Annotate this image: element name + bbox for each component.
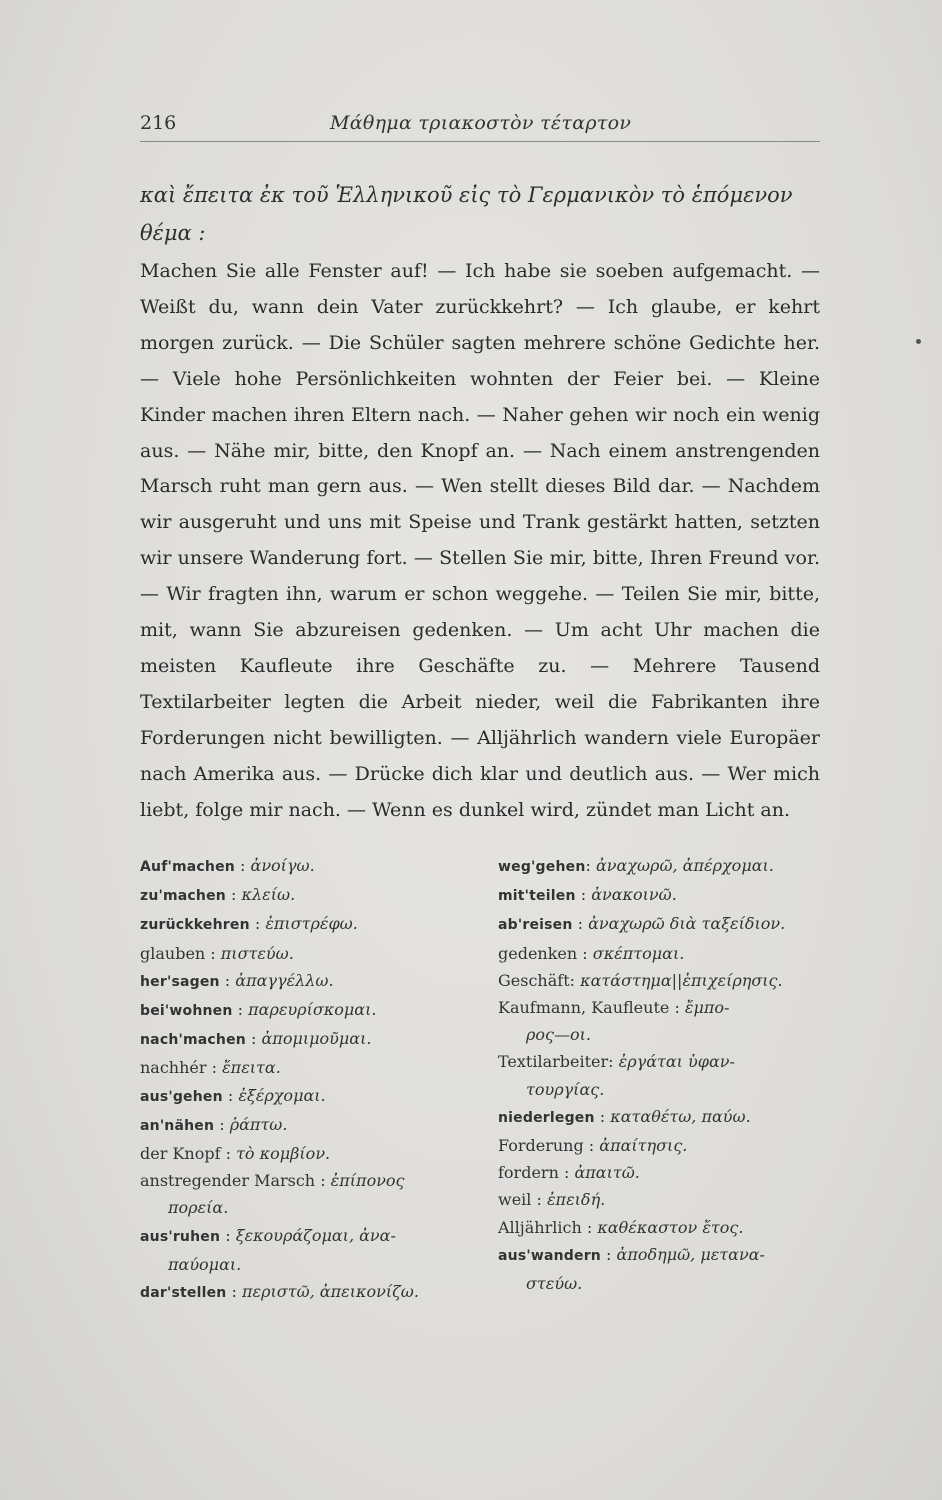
vocab-gloss: ἀπαιτῶ. — [574, 1163, 640, 1183]
vocab-entry: Kaufmann, Kaufleute : ἔμπο- ρος—οι. — [498, 994, 828, 1048]
vocab-gloss: παρευρίσκομαι. — [248, 1000, 377, 1020]
vocab-entry: der Knopf : τὸ κομβίον. — [140, 1144, 331, 1164]
vocab-gloss: ἐξέρχομαι. — [238, 1085, 326, 1105]
vocab-entry: her'sagen : ἀπαγγέλλω. — [140, 970, 334, 990]
exercise-text — [140, 254, 820, 829]
vocab-entry: Forderung : ἀπαίτησις. — [498, 1136, 688, 1156]
vocab-word: niederlegen — [498, 1109, 595, 1126]
vocab-word: aus'wandern — [498, 1247, 601, 1264]
vocab-entry: Textilarbeiter: ἐργάται ὑφαν- τουργίας. — [498, 1048, 828, 1102]
vocab-word: bei'wohnen — [140, 1003, 233, 1020]
vocabulary-right-column — [498, 852, 828, 1297]
vocab-word: weg'gehen — [498, 859, 586, 875]
vocab-gloss: ἐπιστρέφω. — [265, 914, 358, 934]
vocab-gloss: ἔπειτα. — [222, 1058, 281, 1078]
vocab-gloss-continuation: παύομαι. — [168, 1254, 242, 1274]
vocab-word: glauben — [140, 943, 206, 963]
vocabulary-left-column — [140, 852, 475, 1307]
vocab-entry: anstregender Marsch : ἐπίπονος πορεία. — [140, 1167, 475, 1221]
vocab-gloss: ἀνοίγω. — [250, 856, 315, 875]
vocab-word: der Knopf — [140, 1144, 221, 1164]
vocab-gloss: ἐπειδή. — [546, 1190, 606, 1210]
vocab-gloss: ξεκουράζομαι, ἀνα- — [235, 1225, 396, 1245]
vocab-entry: ab'reisen : ἀναχωρῶ διὰ ταξείδιον. — [498, 914, 786, 934]
vocab-gloss: ἐπίπονος — [330, 1171, 405, 1191]
vocab-entry: aus'wandern : ἀποδημῶ, μετανα- στεύω. — [498, 1241, 828, 1297]
vocab-entry: zurückkehren : ἐπιστρέφω. — [140, 914, 358, 934]
paper-speck — [916, 339, 921, 344]
vocab-entry: Auf'machen : ἀνοίγω. — [140, 856, 315, 875]
vocab-entry: weil : ἐπειδή. — [498, 1190, 606, 1210]
vocab-word: Kaufmann, Kaufleute — [498, 998, 670, 1018]
vocab-word: nach'machen — [140, 1032, 246, 1049]
vocab-gloss: ἀποδημῶ, μετανα- — [616, 1244, 765, 1264]
vocab-gloss: ἀπαίτησις. — [599, 1136, 688, 1156]
vocab-gloss-continuation: τουργίας. — [526, 1079, 605, 1099]
vocab-gloss: ἀπαγγέλλω. — [235, 970, 334, 990]
vocab-word: nachhér — [140, 1058, 207, 1078]
vocab-entry: Alljährlich : καθέκαστον ἔτος. — [498, 1217, 744, 1237]
vocab-entry: weg'gehen: ἀναχωρῶ, ἀπέρχομαι. — [498, 856, 774, 875]
vocab-entry: zu'machen : κλείω. — [140, 885, 296, 905]
vocab-gloss: ἔμπο- — [684, 998, 730, 1018]
vocab-word: ab'reisen — [498, 917, 573, 934]
vocab-word: weil — [498, 1190, 532, 1210]
vocab-word: Auf'machen — [140, 859, 235, 875]
vocab-gloss: κατάστημα||ἐπιχείρησις. — [580, 970, 783, 990]
vocab-word: Alljährlich — [498, 1217, 582, 1237]
vocab-gloss: καταθέτω, παύω. — [610, 1106, 751, 1126]
vocab-entry: aus'gehen : ἐξέρχομαι. — [140, 1085, 326, 1105]
vocab-word: zurückkehren — [140, 917, 250, 934]
vocab-entry: nachhér : ἔπειτα. — [140, 1058, 281, 1078]
vocab-entry: fordern : ἀπαιτῶ. — [498, 1163, 640, 1183]
vocab-word: anstregender Marsch — [140, 1171, 316, 1191]
vocab-gloss: καθέκαστον ἔτος. — [597, 1217, 744, 1237]
vocab-word: aus'gehen — [140, 1088, 223, 1105]
vocab-gloss-continuation: πορεία. — [168, 1198, 229, 1218]
vocab-gloss: ἀνακοινῶ. — [591, 885, 677, 905]
vocab-gloss: ἀναχωρῶ διὰ ταξείδιον. — [588, 914, 786, 934]
vocab-gloss: τὸ κομβίον. — [236, 1144, 331, 1164]
vocab-entry: dar'stellen : περιστῶ, ἀπεικονίζω. — [140, 1282, 419, 1302]
vocab-gloss: κλείω. — [241, 885, 296, 905]
vocab-gloss: ἐργάται ὑφαν- — [618, 1052, 735, 1072]
header-rule — [140, 141, 820, 142]
vocab-gloss: πιστεύω. — [220, 943, 294, 963]
vocab-entry: nach'machen : ἀπομιμοῦμαι. — [140, 1029, 372, 1049]
vocab-gloss: ἀναχωρῶ, ἀπέρχομαι. — [595, 856, 774, 875]
vocab-entry: an'nähen : ῥάπτω. — [140, 1114, 288, 1134]
exercise-instruction: καὶ ἔπειτα ἐκ τοῦ Ἑλληνικοῦ εἰς τὸ Γερμανικὸν τὸ ἑπόμενον θέμα : — [140, 183, 793, 245]
vocab-word: Textilarbeiter — [498, 1052, 609, 1072]
vocab-word: gedenken — [498, 943, 578, 963]
vocab-word: Geschäft — [498, 970, 570, 990]
vocab-entry: Geschäft: κατάστημα||ἐπιχείρησις. — [498, 970, 783, 990]
vocab-word: an'nähen — [140, 1117, 215, 1134]
exercise-paragraph: Machen Sie alle Fenster auf! — Ich habe sie soeben aufgemacht. — Weißt du, wann dein Vater zurückkehrt? — Ich glaube, er kehrt morgen zurück. — Die Schüler sagten mehrere schöne Gedichte her. — Viele hohe Persönlichkeiten wohnten der Feier bei. — Kleine Kinder machen ihren Eltern nach. — Naher gehen wir noch ein wenig aus. — Nähe mir, bitte, den Knopf an. — Nach einem anstrengenden Marsch ruht man gern aus. — Wen stellt dieses Bild dar. — Nachdem wir ausgeruht und uns mit Speise und Trank gestärkt hatten, setzten wir unsere Wanderung fort. — Stellen Sie mir, bitte, Ihren Freund vor. — Wir fragten ihn, warum er schon weggehe. — Teilen Sie mir, bitte, mit, wann Sie abzureisen gedenken. — Um acht Uhr machen die meisten Kaufleute ihre Geschäfte zu. — Mehrere Tausend Textilarbeiter legten die Arbeit nieder, weil die Fabrikanten ihre Forderungen nicht bewilligten. — Alljährlich wandern viele Europäer nach Amerika aus. — Drücke dich klar und deutlich aus. — Wer mich liebt, folge mir nach. — Wenn es dunkel wird, zündet man Licht an. — [140, 260, 820, 821]
vocab-word: zu'machen — [140, 888, 226, 905]
vocab-gloss: ῥάπτω. — [229, 1114, 288, 1134]
vocab-word: Forderung — [498, 1136, 584, 1156]
vocab-entry: mit'teilen : ἀνακοινῶ. — [498, 885, 677, 905]
vocab-entry: glauben : πιστεύω. — [140, 943, 294, 963]
vocab-gloss-continuation: στεύω. — [526, 1274, 583, 1294]
vocab-gloss: σκέπτομαι. — [592, 943, 685, 963]
vocab-word: aus'ruhen — [140, 1228, 221, 1245]
vocab-entry: niederlegen : καταθέτω, παύω. — [498, 1106, 751, 1126]
vocab-word: mit'teilen — [498, 888, 576, 905]
vocab-entry: gedenken : σκέπτομαι. — [498, 943, 685, 963]
vocab-word: fordern — [498, 1163, 559, 1183]
vocab-entry: bei'wohnen : παρευρίσκομαι. — [140, 1000, 377, 1020]
vocab-gloss: ἀπομιμοῦμαι. — [261, 1029, 372, 1049]
vocab-gloss: περιστῶ, ἀπεικονίζω. — [242, 1282, 419, 1302]
vocab-gloss-continuation: ρος—οι. — [526, 1025, 591, 1045]
running-title: Μάθημα τριακοστὸν τέταρτον — [330, 112, 632, 134]
vocab-word: her'sagen — [140, 973, 220, 990]
page-number: 216 — [140, 112, 177, 134]
vocab-entry: aus'ruhen : ξεκουράζομαι, ἀνα- παύομαι. — [140, 1222, 475, 1278]
vocab-word: dar'stellen — [140, 1285, 227, 1302]
page-header — [140, 112, 820, 142]
